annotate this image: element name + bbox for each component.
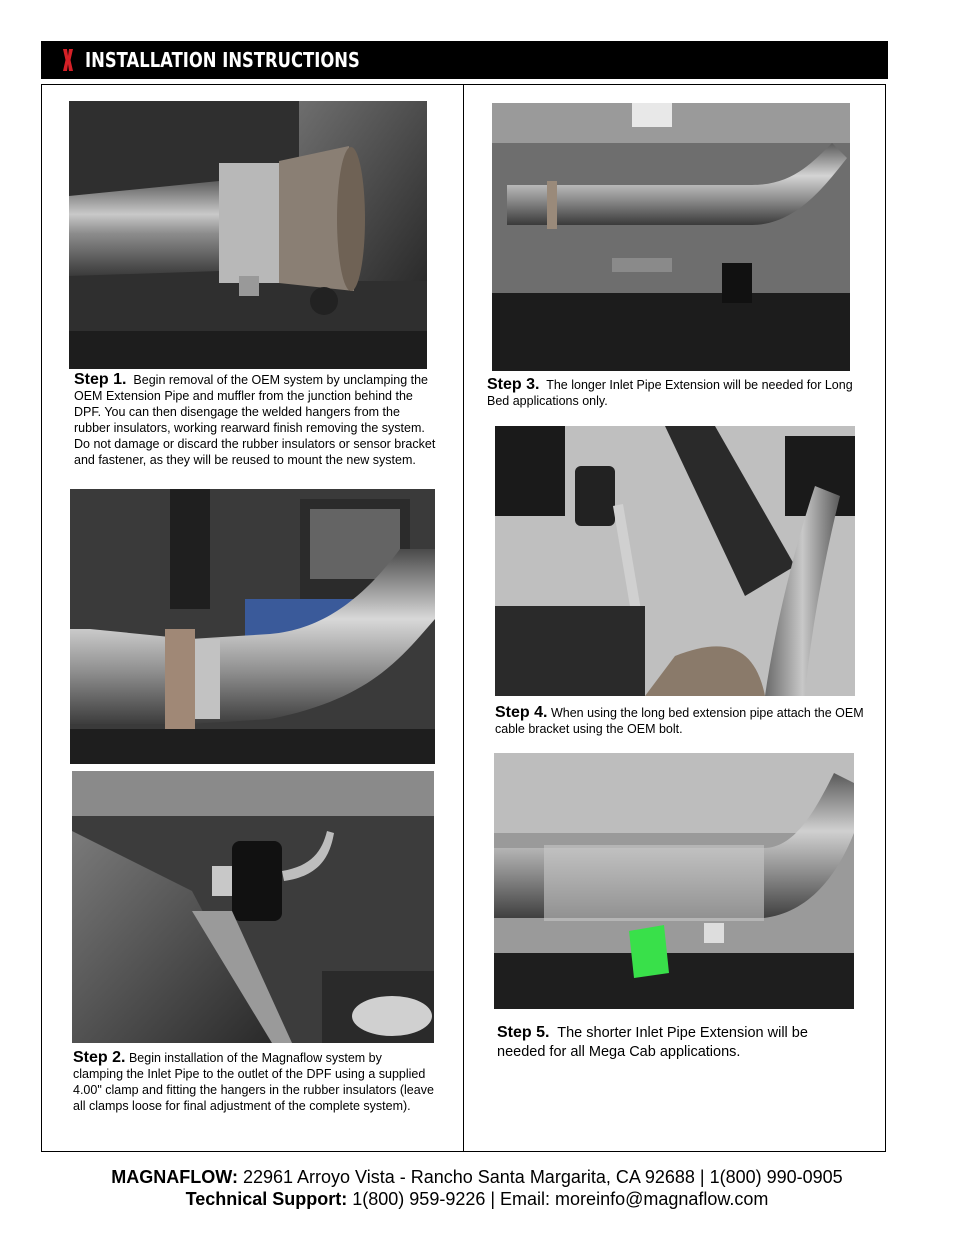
step-4-label: Step 4. <box>495 704 548 721</box>
step-1-text: Begin removal of the OEM system by unclamping the OEM Extension Pipe and muffler from the junction behind the DPF. You can then disengage the welded hangers from the rubber insulators, working rearward finish removing the system. Do not damage or discard the rubber insulators or sensor bracket and fastener, as they will be reused to mount the new system. <box>74 373 436 467</box>
magnaflow-x-logo-icon <box>55 47 81 73</box>
step-3 <box>487 377 857 409</box>
step-3-text: The longer Inlet Pipe Extension will be needed for Long Bed applications only. <box>487 378 853 408</box>
step-2-text: Begin installation of the Magnaflow system by clamping the Inlet Pipe to the outlet of the DPF using a supplied 4.00" clamp and fitting the hangers in the rubber insulators (leave all clamps loose for final adjustment of the complete system). <box>73 1051 434 1113</box>
company-address: 22961 Arroyo Vista - Rancho Santa Margarita, CA 92688 | 1(800) 990-0905 <box>242 1167 843 1187</box>
photo-step-4 <box>495 426 855 696</box>
step-4-text: When using the long bed extension pipe attach the OEM cable bracket using the OEM bolt. <box>495 706 864 736</box>
support-contact: 1(800) 959-9226 | Email: moreinfo@magnaflow.com <box>352 1189 769 1209</box>
photo-step-5 <box>494 753 854 1009</box>
step-1 <box>74 372 436 468</box>
photo-step-2b <box>72 771 434 1043</box>
step-4 <box>495 705 865 737</box>
page-title: INSTALLATION INSTRUCTIONS <box>85 48 360 72</box>
step-5-text: The shorter Inlet Pipe Extension will be needed for all Mega Cab applications. <box>497 1025 808 1060</box>
step-5 <box>497 1023 857 1062</box>
instructions-frame <box>41 84 886 1152</box>
step-2 <box>73 1050 435 1114</box>
header-bar <box>41 41 888 79</box>
footer-address <box>0 1166 954 1188</box>
step-3-label: Step 3. <box>487 376 540 393</box>
photo-step-1 <box>69 101 427 369</box>
photo-step-2a <box>70 489 435 764</box>
company-label: MAGNAFLOW: <box>111 1167 238 1187</box>
step-1-label: Step 1. <box>74 371 127 388</box>
column-divider <box>463 85 464 1151</box>
step-5-label: Step 5. <box>497 1024 550 1041</box>
step-2-label: Step 2. <box>73 1049 126 1066</box>
support-label: Technical Support: <box>185 1189 348 1209</box>
photo-step-3 <box>492 103 850 371</box>
footer-support <box>0 1188 954 1210</box>
